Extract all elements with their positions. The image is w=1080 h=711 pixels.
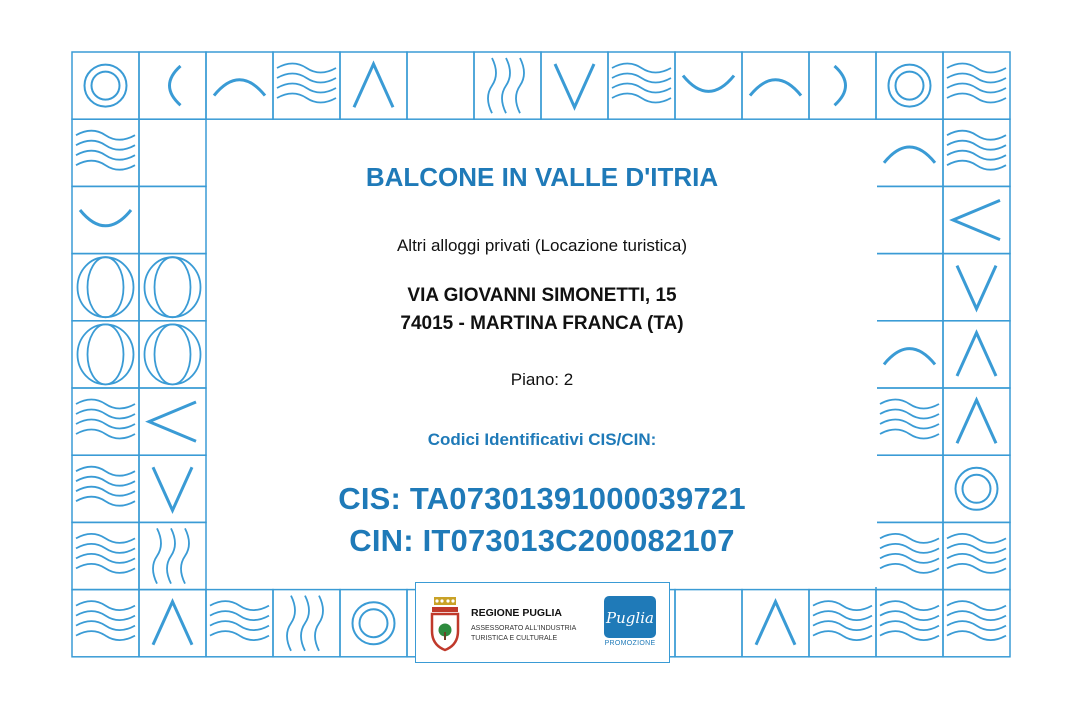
- border-tile: [139, 52, 206, 119]
- border-tile: [340, 590, 407, 657]
- border-tile: [72, 186, 139, 253]
- border-tile: [876, 321, 943, 388]
- border-tile: [876, 52, 943, 119]
- cin-code: CIN: IT073013C200082107: [349, 523, 735, 558]
- region-subtitle-2: TURISTICA E CULTURALE: [471, 635, 558, 642]
- info-panel: [207, 120, 877, 587]
- border-tile: [809, 52, 876, 119]
- regione-puglia-crest-icon: [428, 595, 462, 653]
- border-tile: [206, 52, 273, 119]
- border-tile: [943, 455, 1010, 522]
- border-tile: [139, 186, 206, 253]
- footer-logos: [415, 582, 670, 663]
- floor-info: Piano: 2: [510, 370, 574, 389]
- border-tile: [139, 254, 206, 321]
- border-tile: [72, 321, 139, 388]
- border-tile: [407, 52, 474, 119]
- border-tile: [72, 52, 139, 119]
- codes-label: Codici Identificativi CIS/CIN:: [427, 430, 657, 449]
- border-tile: [72, 254, 139, 321]
- promo-logo-text: Puglia: [606, 609, 654, 627]
- promo-label: PROMOZIONE: [604, 640, 656, 647]
- border-tile: [139, 321, 206, 388]
- border-tile: [876, 119, 943, 186]
- region-subtitle-1: ASSESSORATO ALL'INDUSTRIA: [471, 625, 577, 632]
- border-tile: [876, 186, 943, 253]
- accommodation-type: Altri alloggi privati (Locazione turistica): [396, 236, 688, 255]
- property-name: BALCONE IN VALLE D'ITRIA: [365, 162, 719, 192]
- region-title: REGIONE PUGLIA: [471, 607, 563, 619]
- border-tile: [742, 52, 809, 119]
- border-tile: [675, 52, 742, 119]
- border-tile: [139, 119, 206, 186]
- address-city: 74015 - MARTINA FRANCA (TA): [400, 313, 684, 334]
- border-tile: [876, 254, 943, 321]
- border-tile: [876, 455, 943, 522]
- cis-code: CIS: TA07301391000039721: [338, 481, 746, 516]
- border-tile: [675, 590, 742, 657]
- address-street: VIA GIOVANNI SIMONETTI, 15: [407, 285, 677, 306]
